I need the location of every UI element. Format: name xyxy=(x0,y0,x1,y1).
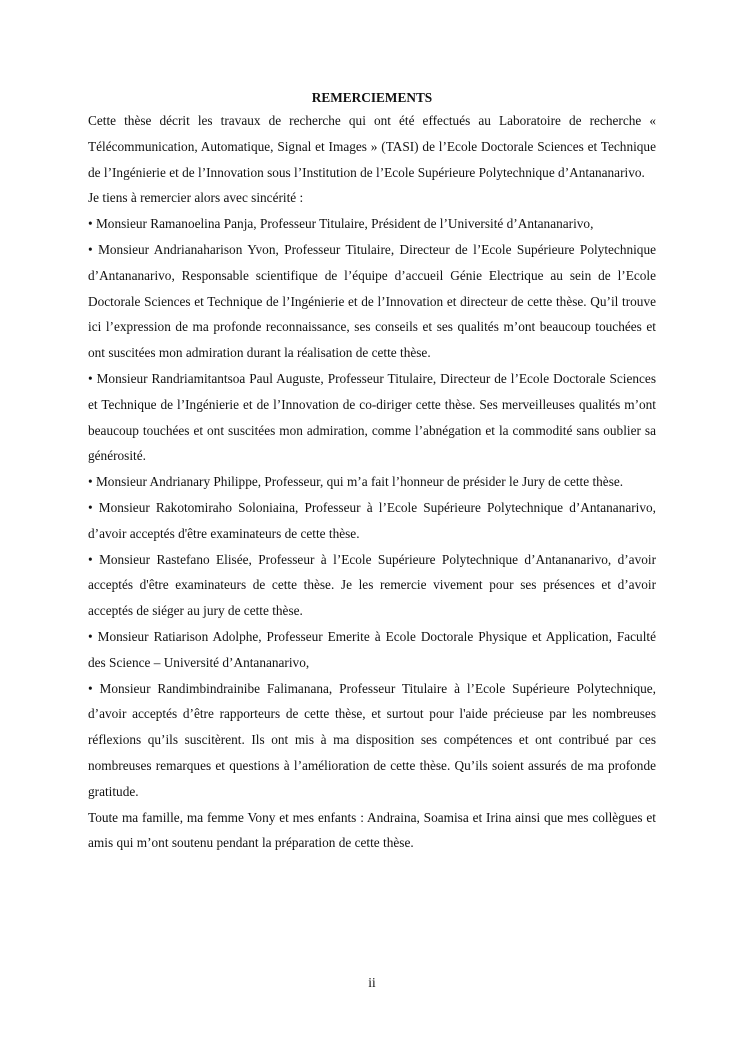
closing-paragraph: Toute ma famille, ma femme Vony et mes enfants : Andraina, Soamisa et Irina ainsi que mes collègues et amis qui m’ont soutenu pendant la préparation de cette thèse. xyxy=(88,809,656,851)
acknowledgement-item xyxy=(88,495,656,547)
bullet-icon: • xyxy=(88,628,93,644)
acknowledgement-item xyxy=(88,547,656,624)
thanks-lead: Je tiens à remercier alors avec sincérité : xyxy=(88,190,304,206)
acknowledgement-text: Monsieur Andrianaharison Yvon, Professeur Titulaire, Directeur de l’Ecole Supérieure Polytechnique d’Antananarivo, Responsable scientifique de l’équipe d’accueil Génie Electrique au sein de l’Ecole Doctorale Sciences et Technique de l’Ingénierie et de l’Innovation et directeur de cette thèse. Qu’il trouve ici l’expression de ma profonde reconnaissance, ses conseils et ses qualités m’ont beaucoup touchées et ont suscitées mon admiration durant la réalisation de cette thèse. xyxy=(88,241,657,361)
bullet-icon: • xyxy=(88,474,93,490)
acknowledgement-item xyxy=(88,211,656,237)
bullet-icon: • xyxy=(88,216,93,232)
acknowledgement-item xyxy=(88,237,656,366)
acknowledgement-item xyxy=(88,366,656,469)
acknowledgement-item xyxy=(88,469,656,495)
bullet-icon: • xyxy=(88,499,93,515)
acknowledgement-text: Monsieur Rastefano Elisée, Professeur à l’Ecole Supérieure Polytechnique d’Antananarivo, d’avoir acceptés d'être examinateurs de cette thèse. Je les remercie vivement pour ses présences et d’avoir acceptés de siéger au jury de cette thèse. xyxy=(88,551,657,619)
acknowledgement-text: Monsieur Ratiarison Adolphe, Professeur Emerite à Ecole Doctorale Physique et Application, Faculté des Science – Université d’Antananarivo, xyxy=(88,628,656,670)
acknowledgement-item xyxy=(88,624,656,676)
bullet-icon: • xyxy=(88,241,93,257)
acknowledgement-item xyxy=(88,676,656,805)
bullet-icon: • xyxy=(88,370,93,386)
acknowledgement-text: Monsieur Randriamitantsoa Paul Auguste, Professeur Titulaire, Directeur de l’Ecole Doctorale Sciences et Technique de l’Ingénierie et de l’Innovation de co-diriger cette thèse. Ses merveilleuses qualités m’ont beaucoup touchées et ont suscitées mon admiration, comme l’abnégation et la commodité sans oublier sa générosité. xyxy=(88,370,656,464)
intro-paragraph: Cette thèse décrit les travaux de recherche qui ont été effectués au Laboratoire de recherche « Télécommunication, Automatique, Signal et Images » (TASI) de l’Ecole Doctorale Sciences et Technique de l’Ingénierie et de l’Innovation sous l’Institution de l’Ecole Supérieure Polytechnique d’Antananarivo. xyxy=(88,113,656,180)
acknowledgement-text: Monsieur Ramanoelina Panja, Professeur Titulaire, Président de l’Université d’Antananarivo, xyxy=(95,216,594,232)
page-title: REMERCIEMENTS xyxy=(311,90,433,105)
document-page xyxy=(88,88,656,856)
acknowledgement-text: Monsieur Rakotomiraho Soloniaina, Professeur à l’Ecole Supérieure Polytechnique d’Antananarivo, d’avoir acceptés d'être examinateurs de cette thèse. xyxy=(88,499,656,541)
bullet-icon: • xyxy=(88,551,93,567)
bullet-icon: • xyxy=(88,680,93,696)
acknowledgement-text: Monsieur Andrianary Philippe, Professeur, qui m’a fait l’honneur de présider le Jury de cette thèse. xyxy=(95,474,624,490)
page-number: ii xyxy=(368,975,376,990)
acknowledgement-text: Monsieur Randimbindrainibe Falimanana, Professeur Titulaire à l’Ecole Supérieure Polytechnique, d’avoir acceptés d’être rapporteurs de cette thèse, et surtout pour l'aide précieuse par les nombreuses réflexions qu’ils suscitèrent. Ils ont mis à ma disposition ses compétences et ont contribué par ces nombreuses remarques et questions à l’amélioration de cette thèse. Qu’ils soient assurés de ma profonde gratitude. xyxy=(88,680,656,799)
